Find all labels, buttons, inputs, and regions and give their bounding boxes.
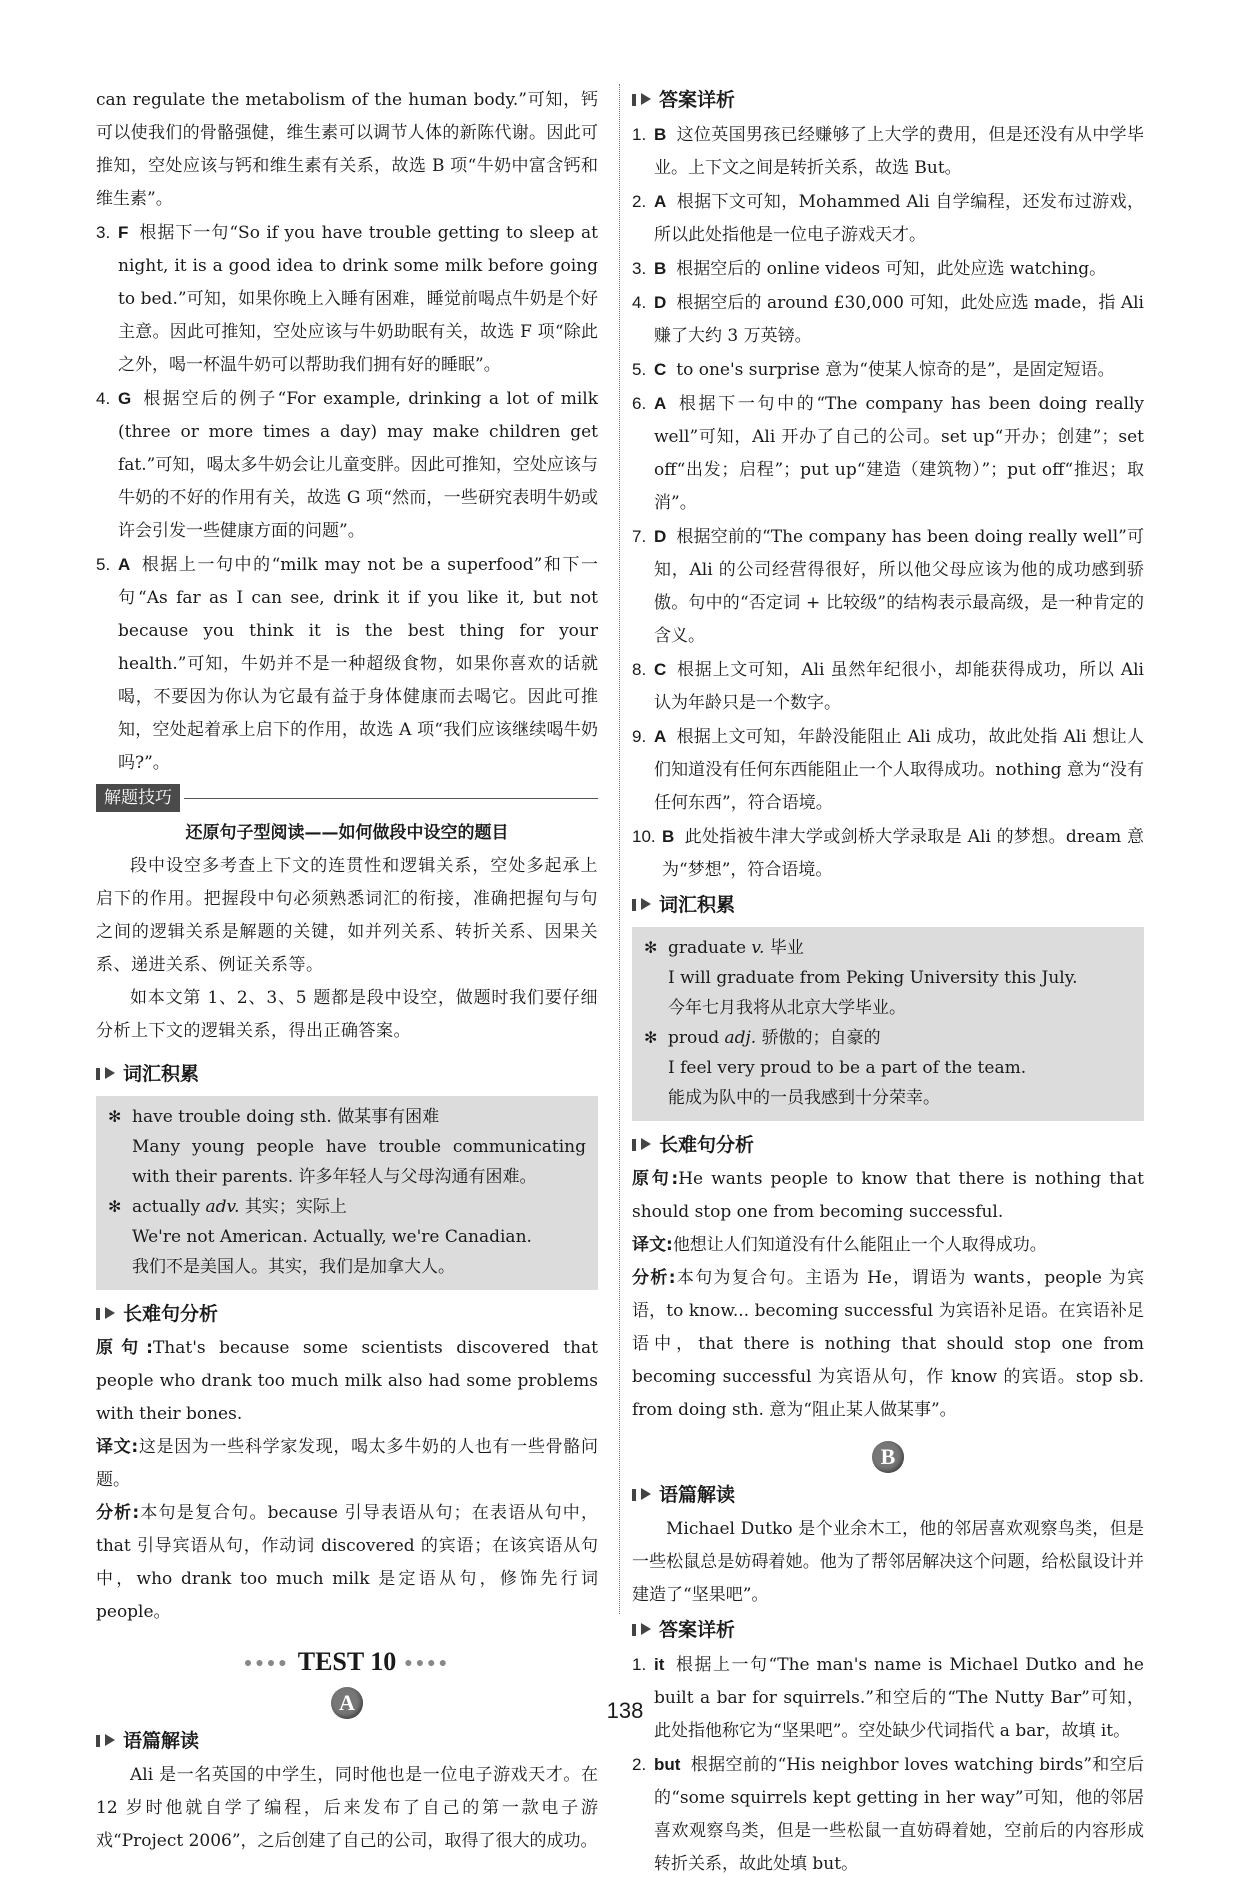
- dots-decoration: ●●●●: [243, 1656, 290, 1672]
- column-divider: [619, 84, 620, 1614]
- vocab-term: ✻ proud adj. 骄傲的；自豪的: [644, 1023, 1132, 1053]
- heading-marker-icon: [96, 1068, 100, 1080]
- translation: 译文:这是因为一些科学家发现，喝太多牛奶的人也有一些骨骼问题。: [96, 1437, 598, 1490]
- asterisk-icon: ✻: [108, 1197, 122, 1216]
- heading-marker-icon: [632, 94, 636, 106]
- vocab-box: [96, 1096, 598, 1290]
- heading-marker-icon: [96, 1308, 100, 1320]
- answer-list-right-b: [632, 1648, 1144, 1881]
- vocab-box: [632, 927, 1144, 1121]
- vocab-term: ✻ actually adv. 其实；实际上: [108, 1192, 586, 1222]
- continued-paragraph: can regulate the metabolism of the human body.”可知，钙可以使我们的骨骼强健，维生素可以调节人体的新陈代谢。因此可推知，空处应该与钙和维生素有关系，故选 B 项“牛奶中富含钙和维生素”。: [96, 90, 598, 209]
- vocab-example: 今年七月我将从北京大学毕业。: [668, 998, 906, 1018]
- section-heading: 语篇解读: [96, 1725, 598, 1759]
- answer-item: 10. B 此处指被牛津大学或剑桥大学录取是 Ali 的梦想。dream 意为“梦想”，符合语境。: [632, 827, 1144, 880]
- passage-badge-a: A: [331, 1687, 363, 1719]
- section-heading: 答案详析: [632, 84, 1144, 118]
- answer-item: 3. B 根据空后的 online videos 可知，此处应选 watching。: [632, 259, 1107, 279]
- answer-item: 3. F 根据下一句“So if you have trouble getting to sleep at night, it is a good idea to drink some milk before going to bed.”可知，如果你晚上入睡有困难，睡觉前喝点牛奶是个好主意。因此可推知，空处应该与牛奶助眠有关，故选 F 项“除此之外，喝一杯温牛奶可以帮助我们拥有好的睡眠”。: [96, 223, 598, 375]
- asterisk-icon: ✻: [108, 1107, 122, 1126]
- vocab-example: 能成为队中的一员我感到十分荣幸。: [668, 1088, 940, 1108]
- tips-section: [96, 784, 598, 1048]
- section-heading: 长难句分析: [96, 1298, 598, 1332]
- vocab-term: ✻ graduate v. 毕业: [644, 933, 1132, 963]
- page-number: 138: [606, 1698, 644, 1723]
- original-sentence: 原句:That's because some scientists discovered that people who drank too much milk also had some problems with their bones.: [96, 1338, 598, 1424]
- vocab-example: I will graduate from Peking University this July.: [668, 968, 1078, 988]
- section-heading: 词汇积累: [632, 889, 1144, 923]
- answer-item: 9. A 根据上文可知，年龄没能阻止 Ali 成功，故此处指 Ali 想让人们知道没有任何东西能阻止一个人取得成功。nothing 意为“没有任何东西”，符合语境。: [632, 727, 1144, 813]
- passage-badge-b: B: [872, 1441, 904, 1473]
- section-heading: 语篇解读: [632, 1479, 1144, 1513]
- answer-item: 1. B 这位英国男孩已经赚够了上大学的费用，但是还没有从中学毕业。上下文之间是转折关系，故选 But。: [632, 125, 1144, 178]
- tips-tag: 解题技巧: [96, 784, 180, 812]
- heading-marker-icon: [632, 899, 636, 911]
- analysis: 分析:本句是复合句。because 引导表语从句；在表语从句中，that 引导宾语从句，作动词 discovered 的宾语；在该宾语从句中，who drank too much milk 是定语从句，修饰先行词 people。: [96, 1503, 598, 1622]
- answer-item: 4. D 根据空后的 around £30,000 可知，此处应选 made，指 Ali 赚了大约 3 万英镑。: [632, 293, 1144, 346]
- left-column: [96, 84, 598, 1858]
- answer-item: 2. A 根据下文可知，Mohammed Ali 自学编程，还发布过游戏，所以此处指他是一位电子游戏天才。: [632, 192, 1144, 245]
- asterisk-icon: ✻: [644, 1028, 658, 1047]
- vocab-example: Many young people have trouble communicating with their parents. 许多年轻人与父母沟通有困难。: [132, 1137, 586, 1187]
- heading-marker-icon: [632, 1624, 636, 1636]
- triangle-icon: [641, 93, 651, 105]
- triangle-icon: [105, 1307, 115, 1319]
- passage-summary: Michael Dutko 是个业余木工，他的邻居喜欢观察鸟类，但是一些松鼠总是妨碍着她。他为了帮邻居解决这个问题，给松鼠设计并建造了“坚果吧”。: [632, 1519, 1144, 1605]
- passage-summary: Ali 是一名英国的中学生，同时他也是一位电子游戏天才。在 12 岁时他就自学了编程，后来发布了自己的第一款电子游戏“Project 2006”，之后创建了自己的公司，取得了很大的成功。: [96, 1765, 598, 1851]
- heading-marker-icon: [632, 1489, 636, 1501]
- vocab-term: ✻ have trouble doing sth. 做某事有困难: [108, 1102, 586, 1132]
- answer-item: 2. but 根据空前的“His neighbor loves watching birds”和空后的“some squirrels kept getting in her way”可知，他的邻居喜欢观察鸟类，但是一些松鼠一直妨碍着她，空前后的内容形成转折关系，故此处填 but。: [632, 1755, 1144, 1874]
- right-column: [632, 84, 1144, 1881]
- answer-item: 6. A 根据下一句中的“The company has been doing really well”可知，Ali 开办了自己的公司。set up“开办；创建”；set off“出发；启程”；put up“建造（建筑物）”；put off“推迟；取消”。: [632, 394, 1144, 513]
- triangle-icon: [641, 1138, 651, 1150]
- heading-marker-icon: [96, 1735, 100, 1747]
- tips-paragraph: 段中设空多考查上下文的连贯性和逻辑关系，空处多起承上启下的作用。把握段中句必须熟悉词汇的衔接，准确把握句与句之间的逻辑关系是解题的关键，如并列关系、转折关系、因果关系、递进关系、例证关系等。: [96, 856, 598, 975]
- answer-item: 4. G 根据空后的例子“For example, drinking a lot of milk (three or more times a day) may make children get fat.”可知，喝太多牛奶会让儿童变胖。因此可推知，空处应该与牛奶的不好的作用有关，故选 G 项“然而，一些研究表明牛奶或许会引发一些健康方面的问题”。: [96, 389, 598, 541]
- triangle-icon: [105, 1734, 115, 1746]
- answer-list-left: [96, 216, 598, 780]
- tips-paragraph: 如本文第 1、2、3、5 题都是段中设空，做题时我们要仔细分析上下文的逻辑关系，得出正确答案。: [96, 988, 598, 1041]
- original-sentence: 原句:He wants people to know that there is nothing that should stop one from becoming successful.: [632, 1169, 1144, 1222]
- triangle-icon: [105, 1067, 115, 1079]
- divider-line: [184, 798, 598, 799]
- vocab-example: I feel very proud to be a part of the team.: [668, 1058, 1027, 1078]
- heading-marker-icon: [632, 1139, 636, 1151]
- answer-list-right: [632, 118, 1144, 887]
- asterisk-icon: ✻: [644, 938, 658, 957]
- section-heading: 长难句分析: [632, 1129, 1144, 1163]
- test-heading: ●●●● TEST 10 ●●●●: [243, 1647, 451, 1676]
- answer-item: 8. C 根据上文可知，Ali 虽然年纪很小，却能获得成功，所以 Ali 认为年龄只是一个数字。: [632, 660, 1144, 713]
- tips-title: 还原句子型阅读——如何做段中设空的题目: [185, 823, 509, 843]
- analysis: 分析:本句为复合句。主语为 He，谓语为 wants，people 为宾语，to know... becoming successful 为宾语补足语。在宾语补足语中，that there is nothing that should stop one from becoming successful 为宾语从句，作 know 的宾语。stop sb. from doing sth. 意为“阻止某人做某事”。: [632, 1268, 1144, 1420]
- triangle-icon: [641, 898, 651, 910]
- triangle-icon: [641, 1488, 651, 1500]
- answer-item: 7. D 根据空前的“The company has been doing really well”可知，Ali 的公司经营得很好，所以他父母应该为他的成功感到骄傲。句中的“否定词 + 比较级”的结构表示最高级，是一种肯定的含义。: [632, 527, 1144, 646]
- vocab-example: 我们不是美国人。其实，我们是加拿大人。: [132, 1257, 455, 1277]
- answer-item: 1. it 根据上一句“The man's name is Michael Dutko and he built a bar for squirrels.”和空后的“The Nutty Bar”可知，此处指他称它为“坚果吧”。空处缺少代词指代 a bar，故填 it。: [632, 1655, 1144, 1741]
- answer-item: 5. C to one's surprise 意为“使某人惊奇的是”，是固定短语。: [632, 360, 1115, 380]
- section-heading: 词汇积累: [96, 1058, 598, 1092]
- triangle-icon: [641, 1623, 651, 1635]
- section-heading: 答案详析: [632, 1614, 1144, 1648]
- vocab-example: We're not American. Actually, we're Canadian.: [132, 1227, 532, 1247]
- dots-decoration: ●●●●: [404, 1656, 451, 1672]
- answer-item: 5. A 根据上一句中的“milk may not be a superfood”和下一句“As far as I can see, drink it if you like it, but not because you think it is the best thing for your health.”可知，牛奶并不是一种超级食物，如果你喜欢的话就喝，不要因为你认为它最有益于身体健康而去喝它。因此可推知，空处起着承上启下的作用，故选 A 项“我们应该继续喝牛奶吗?”。: [96, 555, 598, 773]
- translation: 译文:他想让人们知道没有什么能阻止一个人取得成功。: [632, 1235, 1047, 1255]
